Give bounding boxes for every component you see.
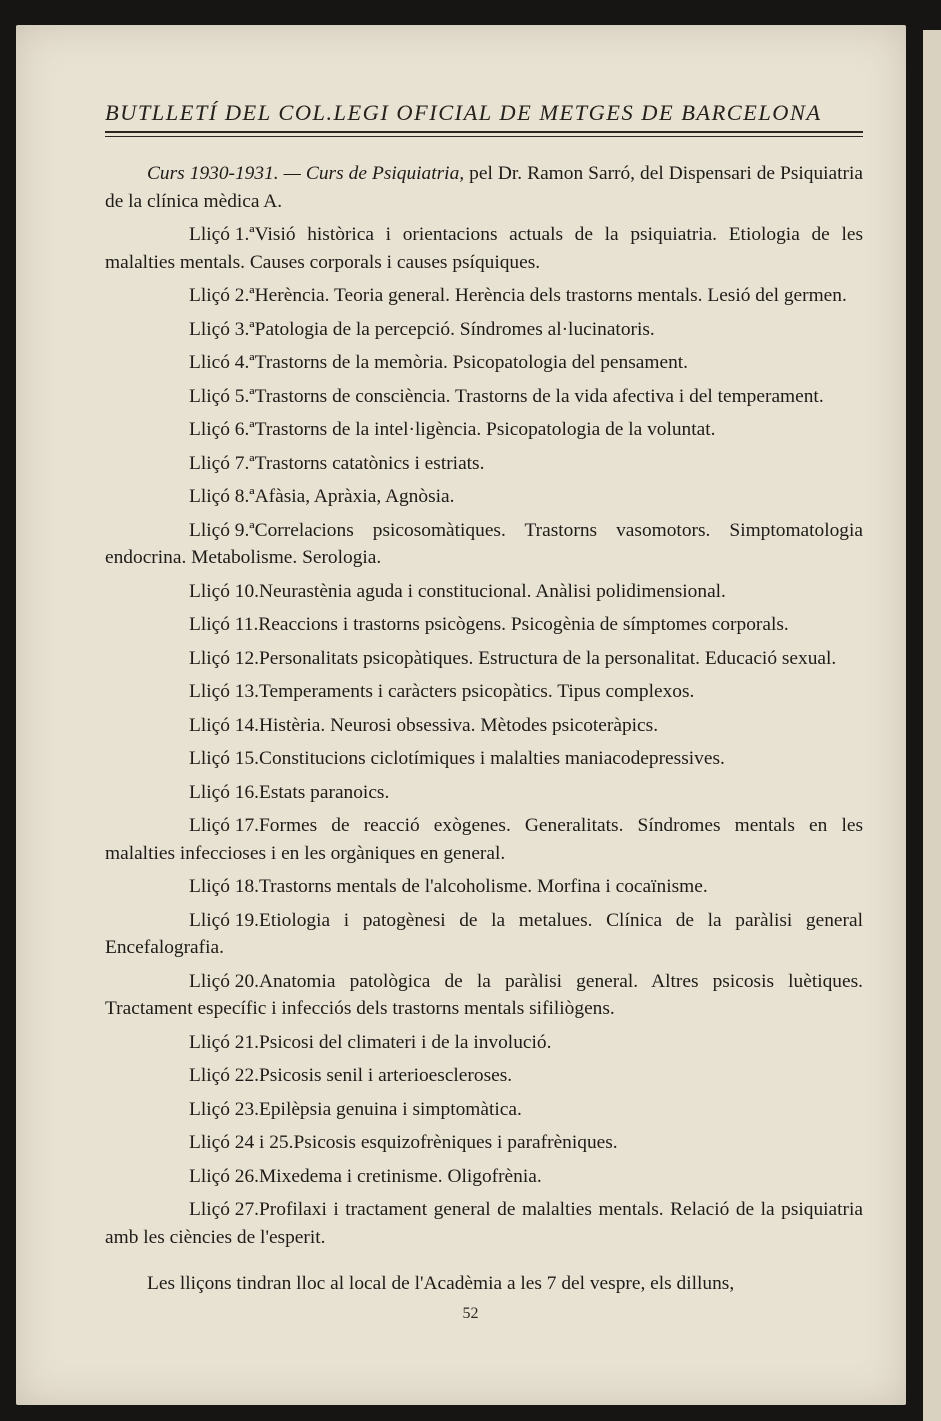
lesson-number: Lliçó 7.ª [189,452,255,474]
lesson-entry [105,678,863,706]
lesson-entry [105,282,863,310]
adjacent-page-edge [923,30,941,1421]
lesson-number: Llicó 4.ª [189,352,255,373]
lesson-topic: Epilèpsia genuina i simptomàtica. [259,1098,522,1120]
lesson-number: Lliçó 27. [189,1199,260,1220]
lesson-topic: Mixedema i cretinisme. Oligofrènia. [259,1165,542,1187]
lesson-number: Lliçó 8.ª [189,486,255,507]
paragraph-gap [105,1251,863,1270]
lesson-entry [105,221,863,276]
lesson-entry [105,1129,863,1157]
lesson-topic: Psicosis senil i arterioescleroses. [259,1065,513,1086]
lesson-entry [105,349,863,377]
lesson-number: Lliçó 20. [189,970,260,992]
lesson-entry [105,316,863,344]
lesson-entry [105,1029,863,1057]
lesson-topic: Trastorns de la memòria. Psicopatologia del pensament. [254,352,689,373]
course-rest: pel Dr. Ramon Sarró, del Dispensari de Psiquiatria de la clínica mèdica A. [105,163,863,212]
lesson-topic: Correlacions psicosomàtiques. Trastorns vasomotors. Simptomatologia endocrina. Metabolisme. Serologia. [105,519,863,568]
lesson-number: Lliçó 2.ª [189,285,255,306]
lesson-topic: Trastorns catatònics i estriats. [254,452,485,474]
lesson-entry [105,968,863,1023]
lesson-number: Lliçó 15. [189,748,260,769]
header-rule-thin [105,136,863,137]
lesson-entry [105,779,863,807]
closing-paragraph: Les lliçons tindran lloc al local de l'Acadèmia a les 7 del vespre, els dilluns, [147,1273,735,1294]
lesson-entry [105,907,863,962]
lesson-list [105,221,863,1251]
lesson-number: Lliçó 18. [189,876,260,897]
lesson-topic: Trastorns mentals de l'alcoholisme. Morfina i cocaïnisme. [259,876,708,897]
lesson-number: Lliçó 1.ª [189,224,255,245]
lesson-number: Lliçó 3.ª [189,318,255,340]
lesson-entry [105,1062,863,1090]
lesson-topic: Formes de reacció exògenes. Generalitats. Síndromes mentals en les malalties infeccioses i en les orgàniques en general. [105,815,863,864]
running-header: BUTLLETÍ DEL COL.LEGI OFICIAL DE METGES DE BARCELONA [105,100,822,125]
lesson-entry [105,812,863,867]
lesson-number: Lliçó 6.ª [189,419,255,440]
lesson-topic: Histèria. Neurosi obsessiva. Mètodes psicoteràpics. [259,714,659,736]
lesson-topic: Visió històrica i orientacions actuals de la psiquiatria. Etiologia de les malalties mentals. Causes corporals i causes psíquiques. [105,224,863,273]
lesson-entry [105,483,863,511]
lesson-topic: Profilaxi i tractament general de malalties mentals. Relació de la psiquiatria amb les ciències de l'esperit. [105,1199,863,1248]
lesson-number: Lliçó 22. [189,1065,260,1086]
lesson-entry [105,578,863,606]
lesson-number: Lliçó 16. [189,781,260,803]
lesson-topic: Reaccions i trastorns psicògens. Psicogènia de símptomes corporals. [258,614,789,635]
lesson-number: Lliçó 12. [189,647,260,669]
page-number: 52 [462,1305,479,1322]
header-rule [105,131,863,133]
lesson-topic: Etiologia i patogènesi de la metalues. Clínica de la paràlisi general Encefalografia. [105,909,863,958]
lesson-entry [105,712,863,740]
lesson-number: Lliçó 19. [189,909,260,931]
lesson-entry [105,1096,863,1124]
lesson-number: Lliçó 23. [189,1098,260,1120]
lesson-topic: Estats paranoics. [259,781,390,803]
course-title: Curs de Psiquiatria, [305,163,465,184]
lesson-topic: Personalitats psicopàtiques. Estructura de la personalitat. Educació sexual. [259,647,837,669]
lesson-topic: Temperaments i caràcters psicopàtics. Tipus complexos. [259,681,695,702]
lesson-entry [105,383,863,411]
lesson-topic: Anatomia patològica de la paràlisi general. Altres psicosis luètiques. Tractament específic i infecciós dels trastorns mentals sifiliògens. [105,970,863,1019]
course-intro [105,160,863,215]
lesson-topic: Psicosis esquizofrèniques i parafrèniques. [293,1132,618,1153]
lesson-entry [105,1163,863,1191]
article-body [105,160,863,1298]
lesson-topic: Afàsia, Apràxia, Agnòsia. [254,486,455,507]
lesson-entry [105,873,863,901]
course-prefix: Curs 1930-1931. — [147,163,306,184]
lesson-topic: Herència. Teoria general. Herència dels trastorns mentals. Lesió del germen. [254,285,847,306]
lesson-topic: Patologia de la percepció. Síndromes al·lucinatoris. [254,318,655,340]
lesson-entry [105,416,863,444]
lesson-entry [105,745,863,773]
lesson-topic: Trastorns de la intel·ligència. Psicopatologia de la voluntat. [254,419,716,440]
lesson-topic: Constitucions ciclotímiques i malalties maniacodepressives. [259,748,725,769]
lesson-number: Lliçó 11. [189,614,259,635]
lesson-number: Lliçó 10. [189,580,260,602]
lesson-number: Lliçó 13. [189,681,260,702]
lesson-number: Lliçó 24 i 25. [189,1132,294,1153]
lesson-number: Lliçó 14. [189,714,260,736]
lesson-topic: Psicosi del climateri i de la involució. [259,1031,552,1053]
lesson-topic: Trastorns de consciència. Trastorns de la vida afectiva i del temperament. [254,385,824,407]
lesson-entry [105,645,863,673]
lesson-number: Lliçó 5.ª [189,385,255,407]
lesson-entry [105,517,863,572]
lesson-entry [105,450,863,478]
lesson-entry [105,611,863,639]
lesson-number: Lliçó 26. [189,1165,260,1187]
lesson-number: Lliçó 17. [189,815,260,836]
lesson-entry [105,1196,863,1251]
lesson-topic: Neurastènia aguda i constitucional. Anàlisi polidimensional. [259,580,726,602]
lesson-number: Lliçó 9.ª [189,519,255,541]
lesson-number: Lliçó 21. [189,1031,260,1053]
